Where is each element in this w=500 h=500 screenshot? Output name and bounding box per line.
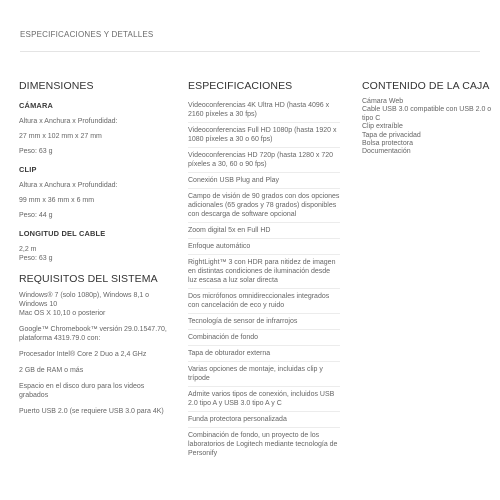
spec-text: Varias opciones de montaje, incluidas clip y trípode	[188, 366, 323, 382]
header-divider	[20, 51, 480, 52]
requirements-list	[19, 291, 169, 416]
spec-text: Combinación de fondo	[188, 334, 259, 341]
box-contents-title: CONTENIDO DE LA CAJA	[362, 80, 490, 92]
dimensions-title: DIMENSIONES	[19, 80, 94, 92]
spec-item	[188, 362, 340, 387]
block-line: 2,2 m	[19, 246, 37, 253]
requirements-title: REQUISITOS DEL SISTEMA	[19, 273, 158, 285]
spec-text: Enfoque automático	[188, 243, 251, 250]
spec-text: Tecnología de sensor de infrarrojos	[188, 318, 298, 325]
spec-text: Videoconferencias HD 720p (hasta 1280 x 720 píxeles a 30, 60 o 90 fps)	[188, 152, 334, 168]
dimensions-block-cable	[19, 229, 169, 263]
spec-item	[188, 189, 340, 223]
dimensions-block-clip	[19, 165, 169, 220]
box-item: Cable USB 3.0 compatible con USB 2.0 o tipo C	[362, 106, 492, 122]
spec-item	[188, 330, 340, 346]
requirement-item: Procesador Intel® Core 2 Duo a 2,4 GHz	[19, 351, 147, 358]
block-heading: LONGITUD DEL CABLE	[19, 229, 106, 238]
requirement-item: Espacio en el disco duro para los videos grabados	[19, 383, 145, 399]
specifications-list	[188, 98, 340, 461]
box-item: Clip extraíble	[362, 123, 403, 131]
block-heading: CÁMARA	[19, 101, 54, 110]
column-specifications	[188, 80, 340, 461]
dimensions-block-camera	[19, 101, 169, 156]
spec-text: Conexión USB Plug and Play	[188, 177, 280, 184]
box-item: Documentación	[362, 148, 411, 156]
tab-specs-and-details[interactable]: ESPECIFICACIONES Y DETALLES	[20, 30, 154, 39]
spec-item	[188, 173, 340, 189]
requirement-item: 2 GB de RAM o más	[19, 367, 84, 374]
box-contents-list	[362, 98, 492, 157]
block-line: Altura x Anchura x Profundidad:	[19, 182, 118, 189]
requirement-item: Windows® 7 (solo 1080p), Windows 8,1 o Windows 10 Mac OS X 10,10 o posterior	[19, 292, 150, 317]
spec-item	[188, 98, 340, 123]
spec-text: Videoconferencias Full HD 1080p (hasta 1920 x 1080 píxeles a 30 o 60 fps)	[188, 127, 337, 143]
column-dimensions-requirements	[19, 80, 169, 423]
specifications-title: ESPECIFICACIONES	[188, 80, 293, 92]
requirement-item: Puerto USB 2.0 (se requiere USB 3.0 para 4K)	[19, 408, 164, 415]
block-line: 27 mm x 102 mm x 27 mm	[19, 133, 102, 140]
spec-text: Videoconferencias 4K Ultra HD (hasta 4096 x 2160 píxeles a 30 fps)	[188, 102, 330, 118]
block-heading: CLIP	[19, 165, 37, 174]
spec-item	[188, 428, 340, 461]
block-line: 99 mm x 36 mm x 6 mm	[19, 197, 95, 204]
spec-text: Funda protectora personalizada	[188, 416, 287, 423]
spec-item	[188, 314, 340, 330]
spec-item	[188, 255, 340, 289]
spec-item	[188, 387, 340, 412]
box-item: Cámara Web	[362, 98, 404, 105]
spec-text: Campo de visión de 90 grados con dos opciones adicionales (65 grados y 78 grados) disponibles con descarga de software opcional	[188, 193, 340, 218]
box-item: Tapa de privacidad	[362, 131, 421, 139]
column-box-contents	[362, 80, 492, 157]
spec-item	[188, 123, 340, 148]
box-item: Bolsa protectora	[362, 140, 413, 148]
block-line: Peso: 63 g	[19, 148, 53, 155]
spec-text: Admite varios tipos de conexión, incluidos USB 2.0 tipo A y USB 3.0 tipo A y C	[188, 391, 335, 407]
spec-item	[188, 412, 340, 428]
spec-item	[188, 223, 340, 239]
spec-item	[188, 148, 340, 173]
requirement-item: Google™ Chromebook™ versión 29.0.1547.70, plataforma 4319.79.0 con:	[19, 326, 167, 342]
block-line: Altura x Anchura x Profundidad:	[19, 118, 118, 125]
spec-text: Combinación de fondo, un proyecto de los laboratorios de Logitech mediante tecnología de Personify	[188, 432, 338, 457]
spec-text: RightLight™ 3 con HDR para nitidez de imagen en distintas condiciones de iluminación desde luz escasa a luz solar directa	[188, 259, 336, 284]
block-line: Peso: 44 g	[19, 212, 53, 219]
block-line: Peso: 63 g	[19, 255, 53, 262]
spec-text: Zoom digital 5x en Full HD	[188, 227, 271, 234]
spec-text: Tapa de obturador externa	[188, 350, 271, 357]
spec-item	[188, 346, 340, 362]
spec-item	[188, 239, 340, 255]
spec-item	[188, 289, 340, 314]
spec-text: Dos micrófonos omnidireccionales integrados con cancelación de eco y ruido	[188, 293, 330, 309]
specs-tab-header	[20, 30, 480, 39]
